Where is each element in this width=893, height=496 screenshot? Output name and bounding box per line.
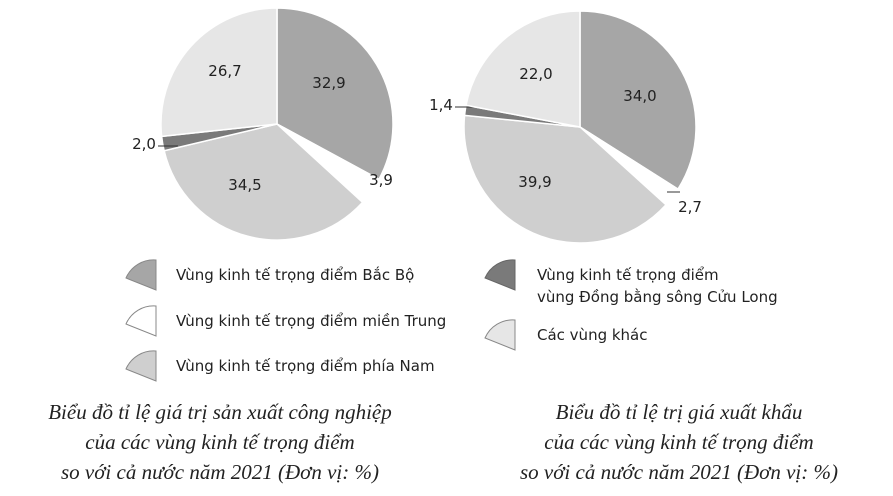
chart1-label-khac: 26,7	[208, 62, 242, 80]
legend-label-dbscl-line2: vùng Đồng bằng sông Cửu Long	[537, 288, 778, 306]
chart2-label-phia-nam: 39,9	[518, 173, 552, 191]
legend-label-dbscl	[537, 264, 778, 308]
caption-left-line2: của các vùng kinh tế trọng điểm	[85, 430, 355, 454]
legend-icon-khac	[477, 316, 519, 352]
caption-left-line1: Biểu đồ tỉ lệ giá trị sản xuất công nghiệp	[48, 400, 392, 424]
legend-icon-dbscl	[477, 256, 519, 292]
legend-label-khac: Các vùng khác	[537, 326, 648, 344]
chart2-label-dbscl: 1,4	[429, 96, 453, 114]
legend-label-mien-trung: Vùng kinh tế trọng điểm miền Trung	[176, 312, 447, 330]
legend-icon-mien-trung	[118, 302, 160, 338]
legend-icon-bac-bo	[118, 256, 160, 292]
caption-right	[465, 397, 893, 487]
chart1-label-bac-bo: 32,9	[312, 74, 346, 92]
chart1-label-mien-trung: 3,9	[369, 171, 393, 189]
caption-left-line3: so với cả nước năm 2021 (Đơn vị: %)	[60, 460, 379, 484]
legend-label-phia-nam: Vùng kinh tế trọng điểm phía Nam	[176, 357, 435, 375]
caption-right-line3: so với cả nước năm 2021 (Đơn vị: %)	[519, 460, 838, 484]
legend-label-bac-bo: Vùng kinh tế trọng điểm Bắc Bộ	[176, 266, 415, 284]
legend-label-dbscl-line1: Vùng kinh tế trọng điểm	[537, 266, 719, 284]
chart1-label-dbscl: 2,0	[132, 135, 156, 153]
chart2-label-mien-trung: 2,7	[678, 198, 702, 216]
chart1-label-phia-nam: 34,5	[228, 176, 262, 194]
chart2-label-khac: 22,0	[519, 65, 553, 83]
legend-icon-phia-nam	[118, 347, 160, 383]
caption-left	[0, 397, 440, 487]
caption-right-line1: Biểu đồ tỉ lệ trị giá xuất khẩu	[555, 400, 803, 424]
chart2-label-bac-bo: 34,0	[623, 87, 657, 105]
caption-right-line2: của các vùng kinh tế trọng điểm	[544, 430, 814, 454]
